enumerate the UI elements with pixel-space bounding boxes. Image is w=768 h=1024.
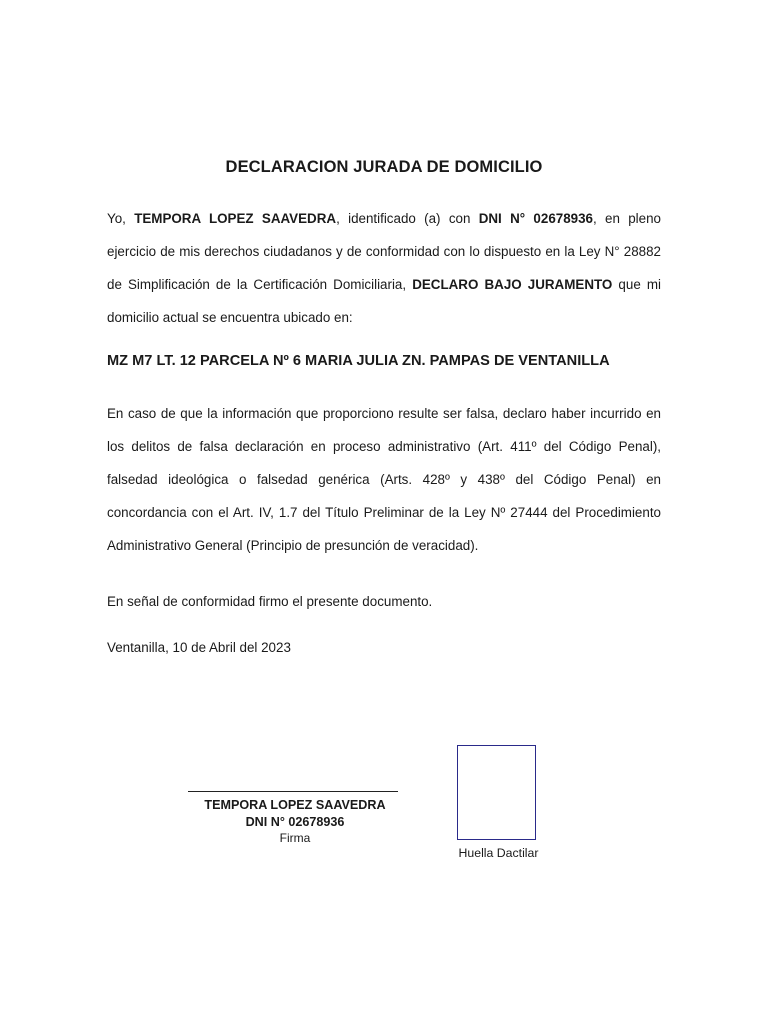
signature-dni: DNI N° 02678936 — [245, 815, 345, 829]
fingerprint-box — [457, 745, 536, 840]
place-and-date: Ventanilla, 10 de Abril del 2023 — [107, 640, 291, 655]
intro-paragraph — [107, 202, 661, 334]
address-line: MZ M7 LT. 12 PARCELA Nº 6 MARIA JULIA ZN. PAMPAS DE VENTANILLA — [107, 353, 610, 369]
document-title: DECLARACION JURADA DE DOMICILIO — [225, 158, 543, 176]
declarant-dni: DNI N° 02678936 — [478, 211, 593, 226]
conformity-statement: En señal de conformidad firmo el presente documento. — [107, 594, 433, 609]
intro-text-3: , en pleno ejercicio de mis derechos ciudadanos y de conformidad con lo dispuesto en la Ley N° 28882 de Simplificación de la Certificación Domiciliaria, — [107, 211, 661, 292]
intro-text-4: que mi domicilio actual se encuentra ubicado en: — [107, 277, 661, 325]
intro-text-2: , identificado (a) con — [336, 211, 479, 226]
signature-caption: Firma — [279, 831, 311, 845]
signature-line — [188, 791, 398, 792]
fingerprint-caption: Huella Dactilar — [458, 846, 539, 860]
declaro-bajo-juramento: DECLARO BAJO JURAMENTO — [412, 277, 613, 292]
liability-paragraph: En caso de que la información que proporciono resulte ser falsa, declaro haber incurrido en los delitos de falsa declaración en proceso administrativo (Art. 411º del Código Penal), falsedad ideológica o falsedad genérica (Arts. 428º y 438º del Código Penal) en concordancia con el Art. IV, 1.7 del Título Preliminar de la Ley Nº 27444 del Procedimiento Administrativo General (Principio de presunción de veracidad). — [107, 406, 661, 553]
signature-name: TEMPORA LOPEZ SAAVEDRA — [204, 798, 386, 812]
intro-text-1: Yo, — [107, 211, 135, 226]
declarant-name: TEMPORA LOPEZ SAAVEDRA — [134, 211, 337, 226]
